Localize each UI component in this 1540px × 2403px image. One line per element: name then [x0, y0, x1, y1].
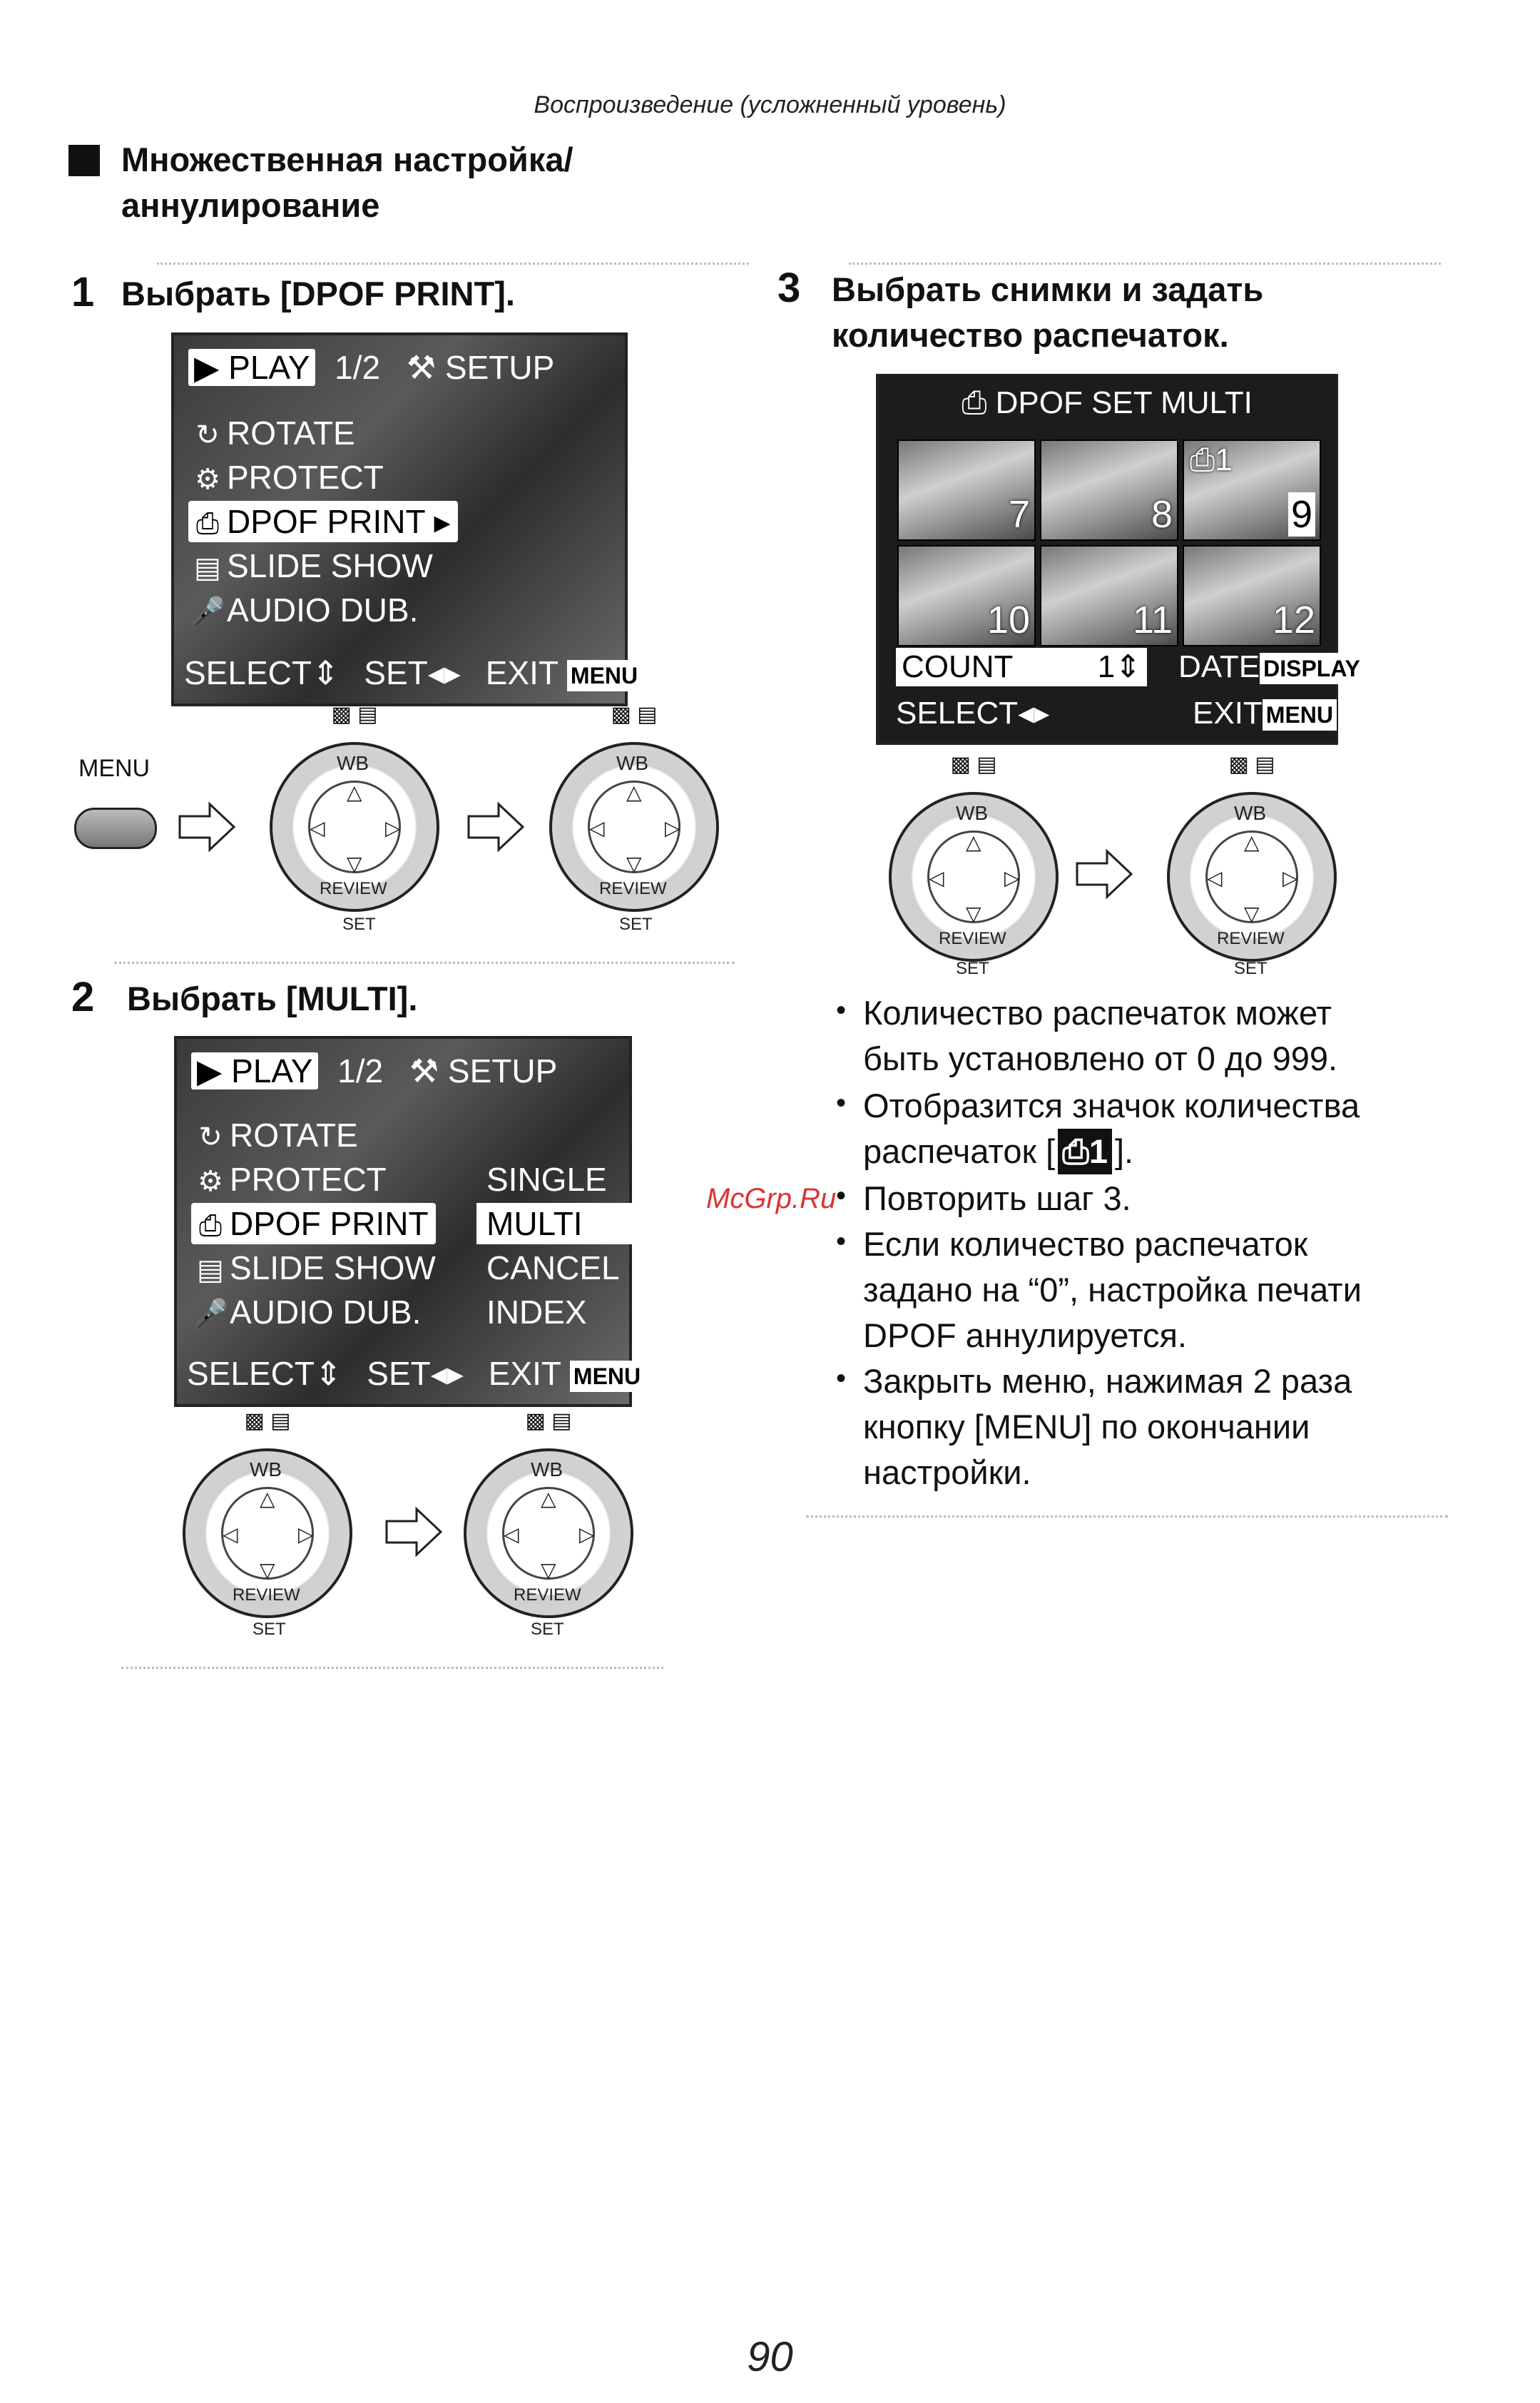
submenu-multi: MULTI: [476, 1203, 658, 1244]
display-badge: DISPLAY: [1260, 653, 1364, 684]
tab-setup: ⚒ SETUP: [406, 349, 555, 386]
down-arrow-icon: ▽: [626, 853, 642, 875]
bullet-icon: •: [836, 995, 847, 1026]
tab-page: 1/2: [337, 1052, 384, 1089]
menu-item-dpof-print: ⎙ DPOF PRINT ▸: [188, 501, 458, 542]
set-label: SET: [956, 959, 989, 978]
divider: [121, 1667, 663, 1669]
menu-button-label: MENU: [78, 755, 151, 782]
rotate-icon: ↻: [198, 1122, 223, 1153]
section-title-line2: аннулирование: [121, 186, 380, 224]
dial-top-icons: ▩ ▤: [1228, 753, 1275, 776]
thumbnail: ⎙1 9: [1183, 440, 1321, 541]
submenu-cancel: CANCEL: [486, 1249, 620, 1286]
dial-wb: WB: [1234, 802, 1267, 824]
thumbnail: 11: [1040, 545, 1178, 646]
dial-review: REVIEW: [320, 879, 387, 898]
menu-item-audio-dub: 🎤AUDIO DUB.: [191, 1291, 421, 1333]
dial-top-icons: ▩ ▤: [244, 1409, 291, 1433]
control-dial: [270, 703, 439, 912]
down-arrow-icon: ▽: [966, 903, 981, 925]
thumbnail: 8: [1040, 440, 1178, 541]
arrow-right-icon: [385, 1507, 442, 1557]
divider: [849, 263, 1441, 265]
set-label: SET: [1234, 959, 1268, 978]
bullet-icon: •: [836, 1087, 847, 1119]
menu-tabbar: [188, 345, 554, 390]
dial-wb: WB: [250, 1458, 282, 1480]
submenu-single: SINGLE: [486, 1161, 607, 1198]
dial-wb: WB: [337, 752, 369, 774]
arrow-right-icon: [467, 802, 524, 852]
multi-exit: EXIT MENU: [1193, 694, 1337, 733]
thumbnail: 12: [1183, 545, 1321, 646]
dial-wb: WB: [531, 1458, 564, 1480]
arrow-right-icon: [1076, 849, 1133, 899]
up-arrow-icon: △: [966, 831, 981, 853]
print-count-icon: ⎙1: [1058, 1129, 1112, 1174]
down-arrow-icon: ▽: [260, 1559, 275, 1581]
step3-number: 3: [777, 265, 801, 311]
step1-text: Выбрать [DPOF PRINT].: [121, 275, 515, 313]
tab-page: 1/2: [335, 349, 381, 386]
dial-review: REVIEW: [939, 929, 1006, 948]
menu-tabbar: [191, 1049, 557, 1093]
watermark: McGrp.Ru: [706, 1183, 837, 1214]
menu-item-rotate: ↻ ROTATE: [191, 1114, 358, 1156]
divider: [157, 263, 749, 265]
print-icon: ⎙: [196, 508, 219, 539]
dial-review: REVIEW: [599, 879, 667, 898]
menu-item-slide-show: ▤ SLIDE SHOW: [191, 1247, 436, 1289]
set-label: SET: [531, 1620, 564, 1639]
menu-item-rotate: ↻ ROTATE: [188, 412, 355, 454]
menu-screen-step2: [174, 1036, 641, 1407]
bullet-icon: •: [836, 1180, 847, 1211]
menu-item-audio-dub: 🎤AUDIO DUB.: [188, 589, 418, 631]
divider: [114, 962, 735, 964]
slideshow-icon: ▤: [197, 1254, 224, 1286]
right-arrow-icon: ▷: [1283, 867, 1298, 889]
bullet-item: Повторить шаг 3.: [863, 1179, 1131, 1217]
menu-item-protect: ⚙ PROTECT: [191, 1159, 387, 1200]
step3-text-line2: количество распечаток.: [832, 316, 1229, 354]
set-label: SET: [253, 1620, 286, 1639]
step2-number: 2: [71, 974, 95, 1020]
left-arrow-icon: ◁: [504, 1523, 519, 1545]
up-arrow-icon: △: [626, 781, 642, 803]
submenu-index: INDEX: [486, 1294, 587, 1331]
step3-text-line1: Выбрать снимки и задать: [832, 270, 1264, 308]
set-label: SET: [619, 915, 653, 934]
tab-play: ▶ PLAY: [188, 349, 315, 386]
bullet-item: Если количество распечаток задано на “0”, настройка печати DPOF аннулируется.: [863, 1225, 1362, 1354]
microphone-icon: 🎤: [190, 596, 225, 628]
left-arrow-icon: ◁: [589, 817, 605, 839]
rotate-icon: ↻: [195, 420, 220, 451]
menu-item-slide-show: ▤ SLIDE SHOW: [188, 545, 433, 586]
left-arrow-icon: ◁: [929, 867, 944, 889]
dial-top-icons: ▩ ▤: [331, 703, 378, 726]
count-label: COUNT: [896, 648, 1050, 686]
control-dial: [183, 1409, 352, 1618]
up-arrow-icon: △: [541, 1488, 556, 1510]
control-dial: [464, 1409, 633, 1618]
step1-number: 1: [71, 269, 95, 315]
divider: [806, 1515, 1448, 1518]
down-arrow-icon: ▽: [347, 853, 362, 875]
dial-wb: WB: [956, 802, 989, 824]
bullet-icon: •: [836, 1363, 847, 1394]
multi-select: SELECT◂▸: [896, 696, 1050, 731]
up-arrow-icon: △: [260, 1488, 275, 1510]
menu-screen-step1: [171, 332, 638, 706]
date-option: DATE DISPLAY: [1178, 648, 1364, 686]
multi-title: ⎙ DPOF SET MULTI: [962, 385, 1253, 420]
menu-badge: MENU: [1263, 699, 1337, 731]
page-number: 90: [747, 2334, 793, 2380]
step3-text: [832, 267, 1263, 358]
up-arrow-icon: △: [1244, 831, 1260, 853]
menu-bottom-bar: SELECT⇕ SET◂▸ EXIT MENU: [187, 1351, 644, 1396]
print-count-badge: ⎙1: [1190, 442, 1233, 477]
menu-item-protect: ⚙ PROTECT: [188, 457, 384, 498]
dial-top-icons: ▩ ▤: [525, 1409, 572, 1433]
right-arrow-icon: ▷: [1004, 867, 1020, 889]
tab-setup: ⚒ SETUP: [409, 1052, 558, 1089]
count-value: 1⇕: [1050, 648, 1147, 686]
key-icon: ⚙: [198, 1166, 223, 1197]
step2-text: Выбрать [MULTI].: [127, 980, 418, 1017]
slideshow-icon: ▤: [194, 552, 221, 584]
section-title-line1: Множественная настройка/: [121, 141, 573, 178]
up-arrow-icon: △: [347, 781, 362, 803]
dial-review: REVIEW: [233, 1585, 300, 1605]
right-arrow-icon: ▷: [385, 817, 401, 839]
key-icon: ⚙: [195, 464, 220, 495]
print-icon: ⎙: [199, 1210, 222, 1241]
left-arrow-icon: ◁: [223, 1523, 238, 1545]
control-dial: [889, 753, 1059, 962]
down-arrow-icon: ▽: [1244, 903, 1260, 925]
down-arrow-icon: ▽: [541, 1559, 556, 1581]
bullet-item: Закрыть меню, нажимая 2 раза кнопку [MENU] по окончании настройки.: [863, 1362, 1352, 1491]
control-dial: [549, 703, 719, 912]
dpof-multi-screen: [876, 374, 1360, 745]
menu-item-dpof-print: ⎙ DPOF PRINT: [191, 1203, 436, 1244]
arrow-right-icon: [178, 802, 235, 852]
menu-bottom-bar: SELECT⇕ SET◂▸ EXIT MENU: [184, 651, 641, 695]
section-title: [121, 137, 692, 228]
menu-badge: MENU: [567, 660, 641, 691]
running-header: Воспроизведение (усложненный уровень): [534, 91, 1006, 118]
thumbnail: 7: [897, 440, 1036, 541]
dial-top-icons: ▩ ▤: [611, 703, 658, 726]
section-marker: [68, 145, 100, 176]
thumbnail: 10: [897, 545, 1036, 646]
dial-top-icons: ▩ ▤: [950, 753, 997, 776]
dial-review: REVIEW: [1217, 929, 1285, 948]
dial-review: REVIEW: [514, 1585, 581, 1605]
bullet-item: Отобразится значок количества распечаток [ ⎙1 ].: [863, 1083, 1505, 1174]
right-arrow-icon: ▷: [298, 1523, 314, 1545]
right-arrow-icon: ▷: [579, 1523, 595, 1545]
bullet-icon: •: [836, 1226, 847, 1257]
control-dial: [1167, 753, 1337, 962]
bullet-item: Количество распечаток может быть установлено от 0 до 999.: [863, 994, 1338, 1077]
left-arrow-icon: ◁: [310, 817, 325, 839]
menu-button: [74, 808, 157, 849]
set-label: SET: [342, 915, 376, 934]
tab-play: ▶ PLAY: [191, 1052, 318, 1089]
right-arrow-icon: ▷: [665, 817, 680, 839]
dial-wb: WB: [616, 752, 649, 774]
menu-badge: MENU: [570, 1361, 644, 1392]
left-arrow-icon: ◁: [1207, 867, 1223, 889]
microphone-icon: 🎤: [193, 1299, 228, 1330]
